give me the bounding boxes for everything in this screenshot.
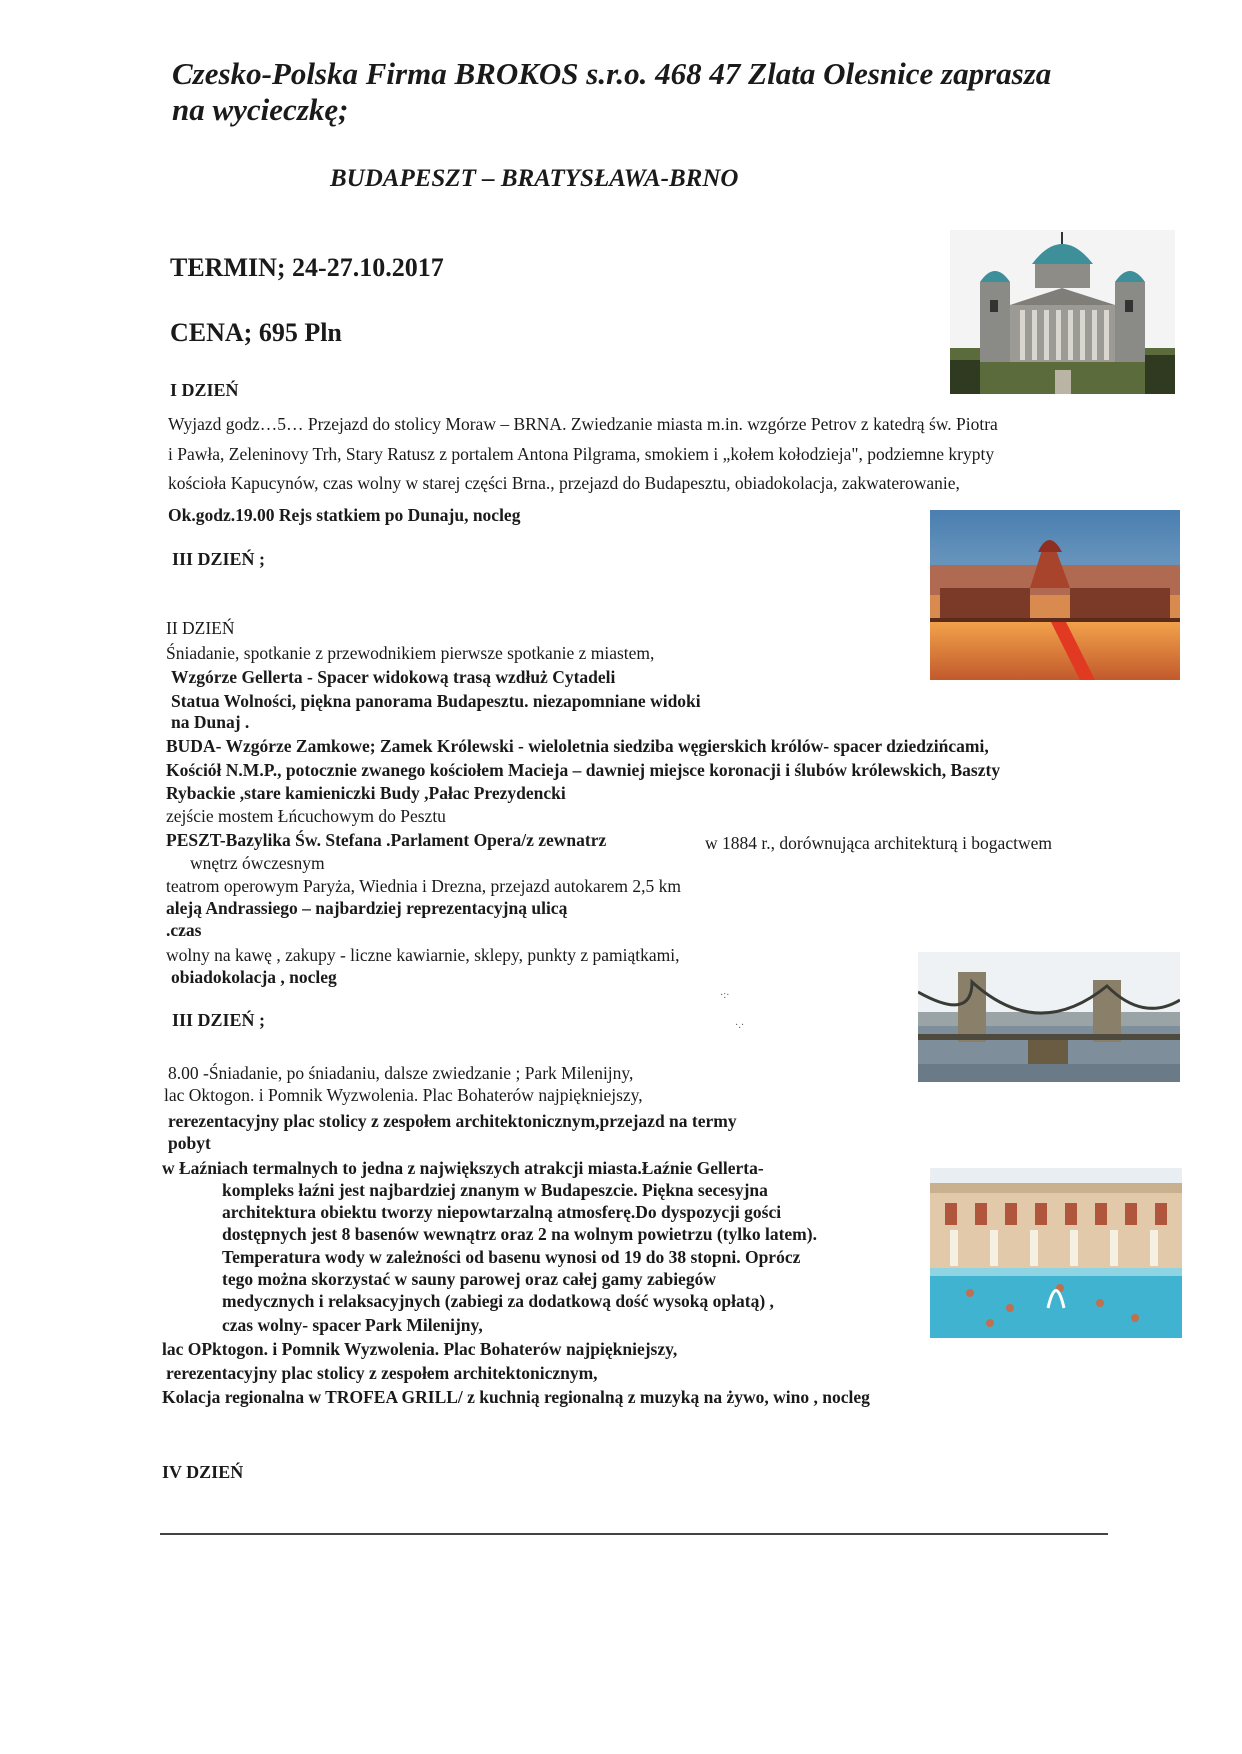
day3-line: rerezentacyjny plac stolicy z zespołem architektonicznym,przejazd na termy [168,1111,737,1131]
scan-speck: ·.· [735,1020,745,1031]
chain-bridge-photo [918,952,1180,1082]
day1-line: i Pawła, Zeleninovy Trh, Stary Ratusz z portalem Antona Pilgrama, smokiem i „kołem kołodzieja", podziemne krypty [168,444,995,464]
thermal-bath-photo [930,1168,1182,1338]
basilica-illustration [950,230,1175,394]
day3-line: czas wolny- spacer Park Milenijny, [222,1315,483,1335]
day2-line: wnętrz ówczesnym [190,853,325,873]
day1-evening: Ok.godz.19.00 Rejs statkiem po Dunaju, nocleg [168,505,521,525]
day3-line: 8.00 -Śniadanie, po śniadaniu, dalsze zwiedzanie ; Park Milenijny, [168,1063,634,1083]
day3-line: dostępnych jest 8 basenów wewnątrz oraz 2 na wolnym powietrzu (tylko latem). [222,1224,817,1244]
day3-line: architektura obiektu tworzy niepowtarzalną atmosferę.Do dyspozycji gości [222,1202,782,1222]
chain-bridge-illustration [918,952,1180,1082]
price: CENA; 695 Pln [170,318,342,347]
day2-line: Statua Wolności, piękna panorama Budapesztu. niezapomniane widoki [171,691,701,711]
company-heading-line2: na wycieczkę; [172,92,349,127]
basilica-photo [950,230,1175,394]
day2-line: na Dunaj . [171,712,250,732]
day4-heading: IV DZIEŃ [162,1462,244,1482]
day3-line: w Łaźniach termalnych to jedna z największych atrakcji miasta.Łaźnie Gellerta- [162,1158,764,1178]
day3-line: rerezentacyjny plac stolicy z zespołem architektonicznym, [166,1363,598,1383]
day2-line: .czas [166,920,202,940]
term-date: TERMIN; 24-27.10.2017 [170,253,444,282]
day2-line: BUDA- Wzgórze Zamkowe; Zamek Królewski - wieloletnia siedziba węgierskich królów- spacer dziedzińcami, [166,736,989,756]
day2-line: w 1884 r., dorównująca architekturą i bogactwem [705,833,1052,853]
parliament-photo [930,510,1180,680]
day2-line: aleją Andrassiego – najbardziej reprezentacyjną ulicą [166,898,568,918]
stray-day-heading: III DZIEŃ ; [172,549,266,569]
day2-line [166,643,654,663]
company-heading-line1: Czesko-Polska Firma BROKOS s.r.o. 468 47 Zlata Olesnice zaprasza [172,56,1052,91]
day3-line: tego można skorzystać w sauny parowej oraz całej gamy zabiegów [222,1269,716,1289]
day3-line: Temperatura wody w zależności od basenu wynosi od 19 do 38 stopni. Oprócz [222,1247,801,1267]
parliament-illustration [930,510,1180,680]
day2-line: obiadokolacja , nocleg [171,967,337,987]
day2-heading: II DZIEŃ [166,618,235,638]
day2-line: wolny na kawę , zakupy - liczne kawiarnie, sklepy, punkty z pamiątkami, [166,945,680,965]
thermal-bath-illustration [930,1168,1182,1338]
day2-line: teatrom operowym Paryża, Wiednia i Drezna, przejazd autokarem 2,5 km [166,876,682,896]
day2-line: Wzgórze Gellerta - Spacer widokową trasą wzdłuż Cytadeli [171,667,616,687]
day3-line: medycznych i relaksacyjnych (zabiegi za dodatkową dość wysoką opłatą) , [222,1291,774,1311]
day3-line: Kolacja regionalna w TROFEA GRILL/ z kuchnią regionalną z muzyką na żywo, wino , nocleg [162,1387,870,1407]
route-title: BUDAPESZT – BRATYSŁAWA-BRNO [330,165,739,192]
scan-speck: ·:· [720,990,730,1001]
day3-line: lac Oktogon. i Pomnik Wyzwolenia. Plac Bohaterów najpiękniejszy, [164,1085,643,1105]
day2-line: Rybackie ,stare kamieniczki Budy ,Pałac Prezydencki [166,783,566,803]
day1-line: Wyjazd godz…5… Przejazd do stolicy Moraw – BRNA. Zwiedzanie miasta m.in. wzgórze Petrov z katedrą św. Piotra [168,414,998,434]
day1-heading: I DZIEŃ [170,380,239,400]
day3-line: lac OPktogon. i Pomnik Wyzwolenia. Plac Bohaterów najpiękniejszy, [162,1339,678,1359]
day2-line: Kościół N.M.P., potocznie zwanego kościołem Macieja – dawniej miejsce koronacji i ślubów królewskich, Baszty [166,760,1001,780]
bottom-divider [160,1533,1108,1535]
day3-line: pobyt [168,1133,211,1153]
day2-line-text: Śniadanie, spotkanie z przewodnikiem pierwsze spotkanie z miastem, [166,643,655,663]
day2-line: PESZT-Bazylika Św. Stefana .Parlament Opera/z zewnatrz [166,830,607,850]
day1-line: kościoła Kapucynów, czas wolny w starej części Brna., przejazd do Budapesztu, obiadokolacja, zakwaterowanie, [168,473,960,493]
day3-heading: III DZIEŃ ; [172,1010,266,1030]
day2-line: zejście mostem Łńcuchowym do Pesztu [166,806,446,826]
day3-line: kompleks łaźni jest najbardziej znanym w Budapeszcie. Piękna secesyjna [222,1180,768,1200]
